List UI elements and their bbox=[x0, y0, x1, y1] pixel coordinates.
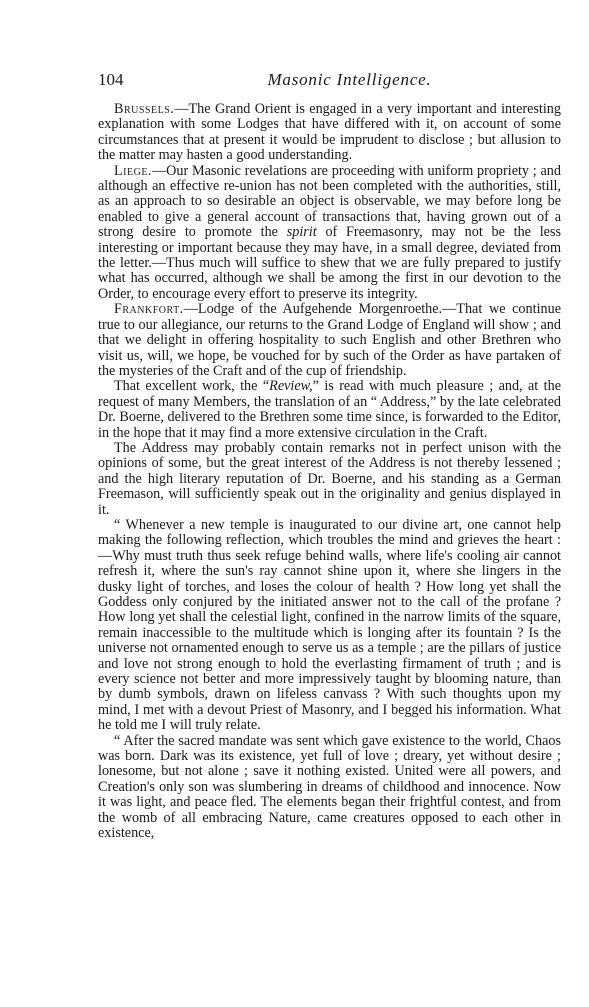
page-number: 104 bbox=[98, 70, 124, 89]
emphasis-review: Review, bbox=[269, 378, 313, 395]
paragraph-text: —The Grand Orient is engaged in a very important and interesting explanation with some Lodges that have differed with it, on account of some circumstances that at present it would be imprudent to disclose ; but allusion to the matter may hasten a good understanding. bbox=[98, 101, 561, 164]
paragraph-text: The Address may probably contain remarks not in perfect unison with the opinions of some, but the great interest of the Address is not thereby lessened ; and the high literary reputation of Dr. Boerne, and his standing as a German Freemason, will sufficiently speak out in the originality and genius displayed in it. bbox=[98, 439, 561, 518]
paragraph-text: —Lodge of the Aufgehende Morgenroethe.—That we continue true to our allegiance, our returns to the Grand Lodge of England will show ; and that we delight in offering hospitality to such English and other Brethren who visit us, will, we hope, be vouched for by such of the Order as have partaken of the mysteries of the Craft and of the cup of friendship. bbox=[98, 301, 561, 379]
paragraph-quote-chaos bbox=[98, 734, 561, 842]
article-body bbox=[98, 102, 561, 842]
place-heading-liege: Liege. bbox=[114, 162, 152, 179]
place-heading-brussels: Brussels. bbox=[114, 101, 175, 117]
place-heading-frankfort: Frankfort. bbox=[114, 301, 184, 318]
emphasis-spirit: spirit bbox=[286, 224, 317, 241]
paragraph-review bbox=[98, 379, 561, 441]
paragraph-text: ” is read with much pleasure ; and, at the request of many Members, the translation of an “ Address,” by the late celebrated Dr. Boerne, delivered to the Brethren some time since, is forwarded to the Editor, in the hope that it may find a more extensive circulation in the Craft. bbox=[98, 378, 561, 441]
book-page bbox=[98, 70, 561, 842]
paragraph-frankfort bbox=[98, 302, 561, 379]
running-title: Masonic Intelligence. bbox=[267, 70, 432, 89]
paragraph-address bbox=[98, 441, 561, 518]
paragraph-text: “ Whenever a new temple is inaugurated to our divine art, one cannot help making the following reflection, which troubles the mind and grieves the heart :—Why must truth thus seek refuge behind walls, where life's cooling air cannot refresh it, where the sun's ray cannot shine upon it, where she lingers in the dusky light of torches, and loses the colour of health ? How long yet shall the Goddess only conjured by the initiated answer not to the call of the profane ? How long yet shall the celestial light, confined in the narrow limits of the square, remain inaccessible to the multitude which is longing after its fountain ? Is the universe not ornamented enough to serve us as a temple ; are the pillars of justice and love not strong enough to hold the everlasting firmament of truth ; and is every science not better and more impressively taught by blooming nature, than by dumb symbols, drawn on lifeless canvass ? With such thoughts upon my mind, I met with a devout Priest of Masonry, and I begged his information. What he told me I will truly relate. bbox=[98, 516, 561, 734]
paragraph-text: That excellent work, the “ bbox=[114, 378, 270, 395]
paragraph-text: —Our Masonic revelations are proceeding with uniform propriety ; and although an effective re-union has not been completed with the authorities, still, as an approach to so desirable an object is observable, we may before long be enabled to give a general account of transactions that, having grown out of a strong desire to promote the bbox=[98, 162, 561, 241]
paragraph-text: “ After the sacred mandate was sent which gave existence to the world, Chaos was born. Dark was its existence, yet full of love ; dreary, yet without desire ; lonesome, but not alone ; save it nothing existed. United were all powers, and Creation's only son was slumbering in dreams of childhood and innocence. Now it was light, and peace fled. The elements began their frightful contest, and from the womb of all embracing Nature, came creatures opposed to each other in existence, bbox=[98, 732, 561, 842]
paragraph-brussels bbox=[98, 102, 561, 164]
paragraph-text: of Freemasonry, may not be the less interesting or important because they may have, in a small degree, deviated from the letter.—Thus much will suffice to shew that we are fully prepared to justify what has occurred, although we shall be among the first in our devotion to the Order, to encourage every effort to preserve its integrity. bbox=[98, 224, 561, 302]
page-header bbox=[98, 70, 561, 96]
paragraph-quote-temple bbox=[98, 518, 561, 734]
paragraph-liege bbox=[98, 164, 561, 303]
